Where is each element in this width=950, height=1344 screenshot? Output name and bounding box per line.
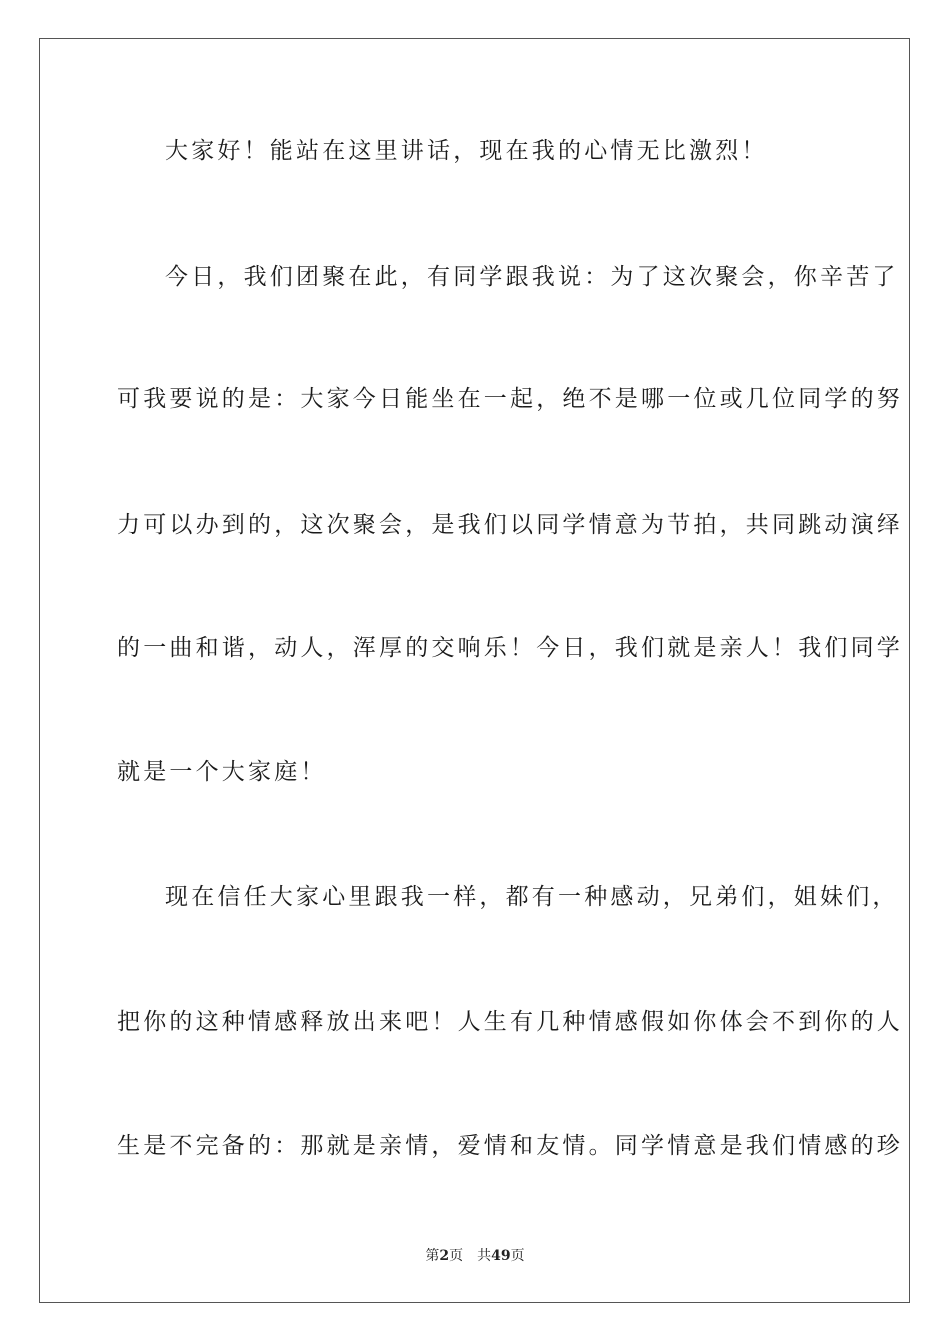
paragraph-line: 大家好！能站在这里讲话，现在我的心情无比激烈！ [165, 138, 768, 164]
page-number: 2 [439, 1248, 450, 1264]
page-frame [39, 38, 910, 1303]
page-prefix: 第 [425, 1248, 440, 1264]
total-suffix: 页 [510, 1248, 525, 1264]
paragraph-line: 就是一个大家庭！ [117, 759, 327, 785]
total-pages: 49 [491, 1248, 511, 1264]
paragraph-line: 的一曲和谐，动人，浑厚的交响乐！今日，我们就是亲人！我们同学 [117, 635, 903, 661]
page-footer [0, 1247, 950, 1265]
paragraph-line: 生是不完备的：那就是亲情，爱情和友情。同学情意是我们情感的珍 [117, 1133, 903, 1159]
paragraph-line: 现在信任大家心里跟我一样，都有一种感动，兄弟们，姐妹们， [165, 884, 899, 910]
page-suffix: 页 [449, 1248, 464, 1264]
total-prefix: 共 [477, 1248, 492, 1264]
paragraph-line: 力可以办到的，这次聚会，是我们以同学情意为节拍，共同跳动演绎 [117, 512, 903, 538]
paragraph-line: 今日，我们团聚在此，有同学跟我说：为了这次聚会，你辛苦了 [165, 264, 899, 290]
paragraph-line: 可我要说的是：大家今日能坐在一起，绝不是哪一位或几位同学的努 [117, 386, 903, 412]
paragraph-line: 把你的这种情感释放出来吧！人生有几种情感假如你体会不到你的人 [117, 1009, 903, 1035]
